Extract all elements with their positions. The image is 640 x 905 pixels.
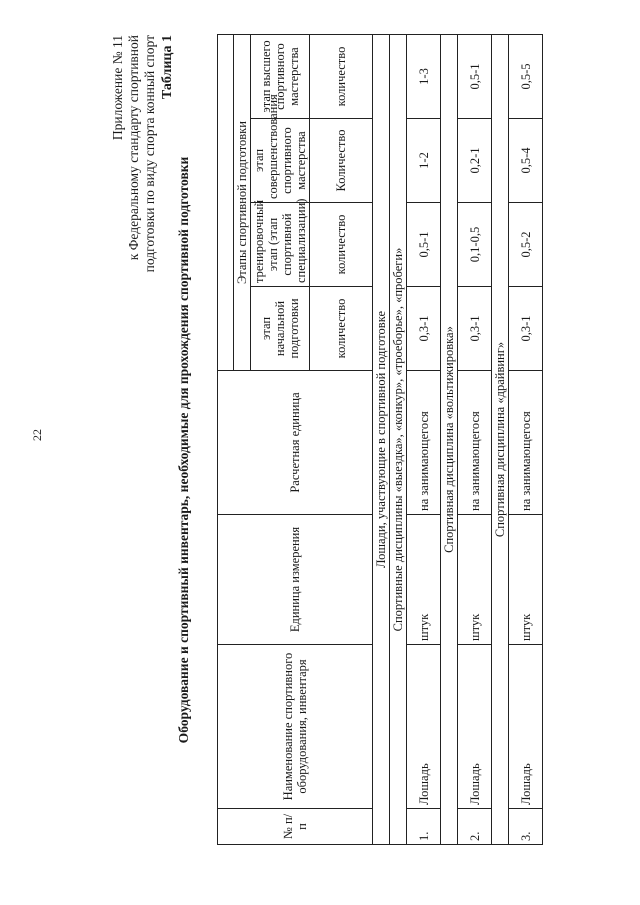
- section-row: [390, 35, 407, 845]
- row-calc: на занимающегося: [458, 371, 492, 515]
- header-qty-2: количество: [310, 203, 373, 287]
- row-value-stage-4: 0,5-5: [509, 35, 543, 119]
- section-title: Спортивные дисциплины «выездка», «конкур», «троеборье», «пробеги»: [390, 35, 407, 845]
- appendix-line-1: Приложение № 11: [110, 35, 125, 141]
- row-value-stage-1: 0,3-1: [458, 287, 492, 371]
- row-name: Лошадь: [509, 645, 543, 809]
- row-value-stage-4: 0,5-1: [458, 35, 492, 119]
- header-qty-4: количество: [310, 35, 373, 119]
- rotated-page-content: [110, 25, 570, 875]
- header-stage-3: этап совершенствования спортивного мастерства: [251, 119, 310, 203]
- document-title: Оборудование и спортивный инвентарь, необходимые для прохождения спортивной подготовки: [176, 156, 191, 744]
- header-stage-2: тренировочный этап (этап спортивной специализации): [251, 203, 310, 287]
- row-calc: на занимающегося: [407, 371, 441, 515]
- row-num: 3.: [509, 809, 543, 845]
- header-num: № п/п: [218, 809, 373, 845]
- row-unit: штук: [407, 515, 441, 645]
- appendix-line-2: к Федеральному стандарту спортивной: [126, 35, 141, 261]
- appendix-header: [110, 35, 158, 272]
- section-row: [492, 35, 509, 845]
- row-value-stage-3: 0,5-4: [509, 119, 543, 203]
- header-calc: Расчетная единица: [218, 371, 373, 515]
- appendix-line-3: подготовки по виду спорта конный спорт: [142, 35, 157, 273]
- header-qty-3: Количество: [310, 119, 373, 203]
- table-row: [407, 35, 441, 845]
- header-qty-1: количество: [310, 287, 373, 371]
- row-name: Лошадь: [407, 645, 441, 809]
- row-calc: на занимающегося: [509, 371, 543, 515]
- row-value-stage-4: 1-3: [407, 35, 441, 119]
- table-label: Таблица 1: [160, 35, 175, 100]
- equipment-table: [217, 34, 543, 845]
- group-row: [373, 35, 390, 845]
- section-row: [441, 35, 458, 845]
- header-bar-row: [218, 35, 234, 845]
- row-value-stage-2: 0,5-1: [407, 203, 441, 287]
- row-unit: штук: [458, 515, 492, 645]
- row-value-stage-2: 0,1-0,5: [458, 203, 492, 287]
- row-name: Лошадь: [458, 645, 492, 809]
- table-row: [509, 35, 543, 845]
- row-unit: штук: [509, 515, 543, 645]
- page-number: 22: [30, 429, 44, 441]
- header-stage-1: этап начальной подготовки: [251, 287, 310, 371]
- header-stages: Этапы спортивной подготовки: [234, 35, 251, 371]
- section-title: Спортивная дисциплина «вольтижировка»: [441, 35, 458, 845]
- header-unit: Единица измерения: [218, 515, 373, 645]
- row-value-stage-1: 0,3-1: [407, 287, 441, 371]
- group-title: Лошади, участвующие в спортивной подготовке: [373, 35, 390, 845]
- section-title: Спортивная дисциплина «драйвинг»: [492, 35, 509, 845]
- row-num: 2.: [458, 809, 492, 845]
- header-empty-bar: [218, 35, 234, 371]
- row-value-stage-2: 0,5-2: [509, 203, 543, 287]
- row-value-stage-3: 0,2-1: [458, 119, 492, 203]
- row-value-stage-3: 1-2: [407, 119, 441, 203]
- header-name: Наименование спортивного оборудования, инвентаря: [218, 645, 373, 809]
- row-value-stage-1: 0,3-1: [509, 287, 543, 371]
- header-stage-4: этап высшего спортивного мастерства: [251, 35, 310, 119]
- table-row: [458, 35, 492, 845]
- row-num: 1.: [407, 809, 441, 845]
